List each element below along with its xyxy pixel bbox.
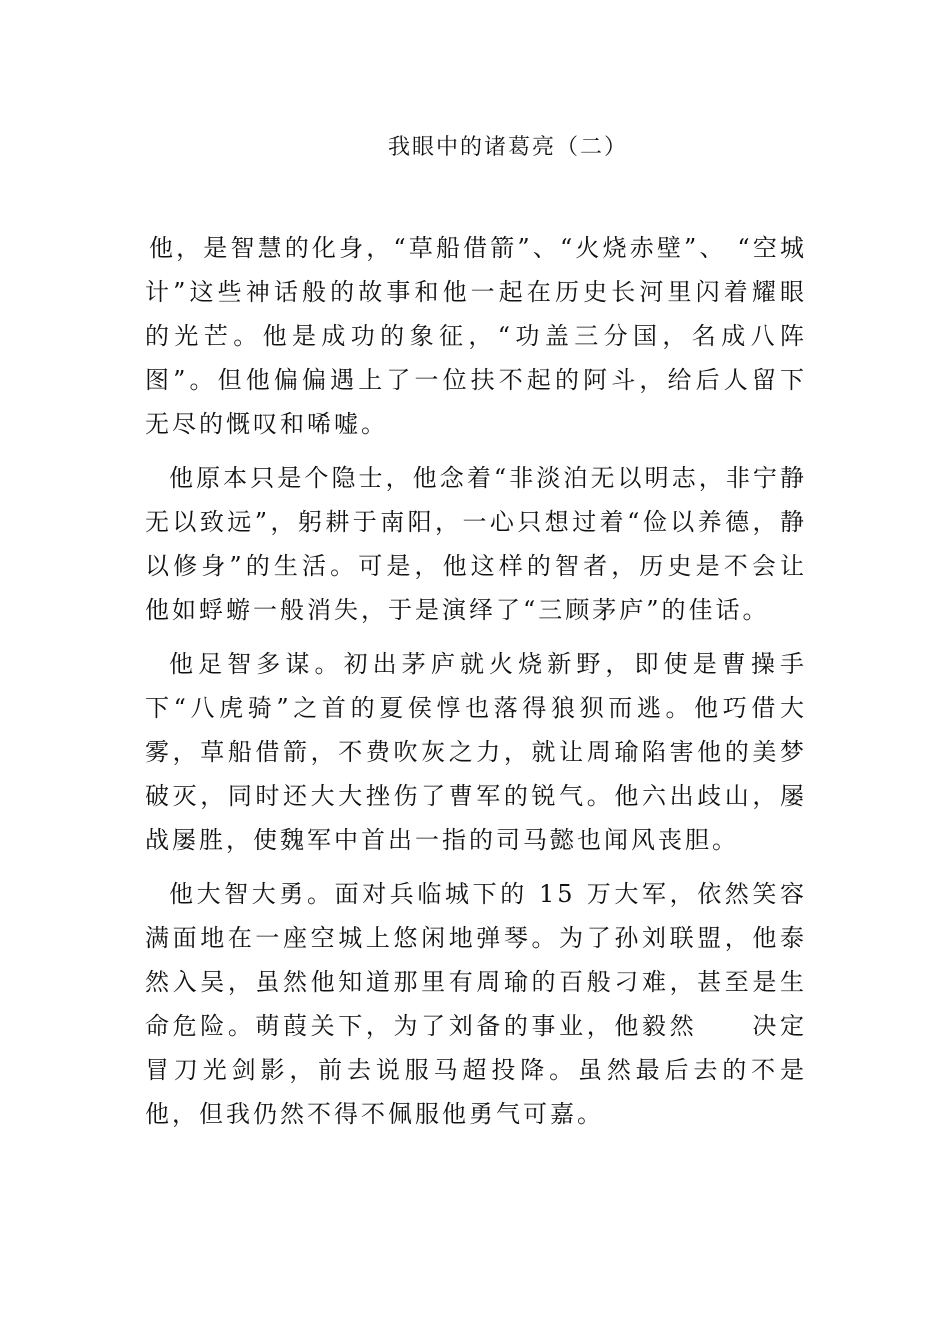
document-title: 我眼中的诸葛亮（二）	[387, 135, 628, 160]
paragraph-2: 他原本只是个隐士，他念着“非淡泊无以明志，非宁静无以致远”，躬耕于南阳，一心只想过着“俭以养德，静以修身”的生活。可是，他这样的智者，历史是不会让他如蜉蝣一般消失，于是演绎了“三顾茅庐”的佳话。	[145, 464, 807, 624]
document-body	[145, 226, 807, 1146]
paragraph-4: 他大智大勇。面对兵临城下的 15 万大军，依然笑容满面地在一座空城上悠闲地弹琴。为了孙刘联盟，他泰然入吴，虽然他知道那里有周瑜的百般刁难，甚至是生命危险。萌葭关下，为了刘备的事业，他毅然 决定冒刀光剑影，前去说服马超投降。虽然最后去的不是他，但我仍然不得不佩服他勇气可嘉。	[145, 880, 807, 1128]
paragraph-3: 他足智多谋。初出茅庐就火烧新野，即使是曹操手下“八虎骑”之首的夏侯惇也落得狼狈而逃。他巧借大雾，草船借箭，不费吹灰之力，就让周瑜陷害他的美梦破灭，同时还大大挫伤了曹军的锐气。他六出歧山，屡战屡胜，使魏军中首出一指的司马懿也闻风丧胆。	[145, 650, 807, 854]
paragraph-1: 他，是智慧的化身，“草船借箭”、“火烧赤壁”、 “空城计”这些神话般的故事和他一起在历史长河里闪着耀眼的光芒。他是成功的象征，“功盖三分国，名成八阵图”。但他偏偏遇上了一位扶不起的阿斗，给后人留下无尽的慨叹和唏嘘。	[145, 234, 807, 438]
